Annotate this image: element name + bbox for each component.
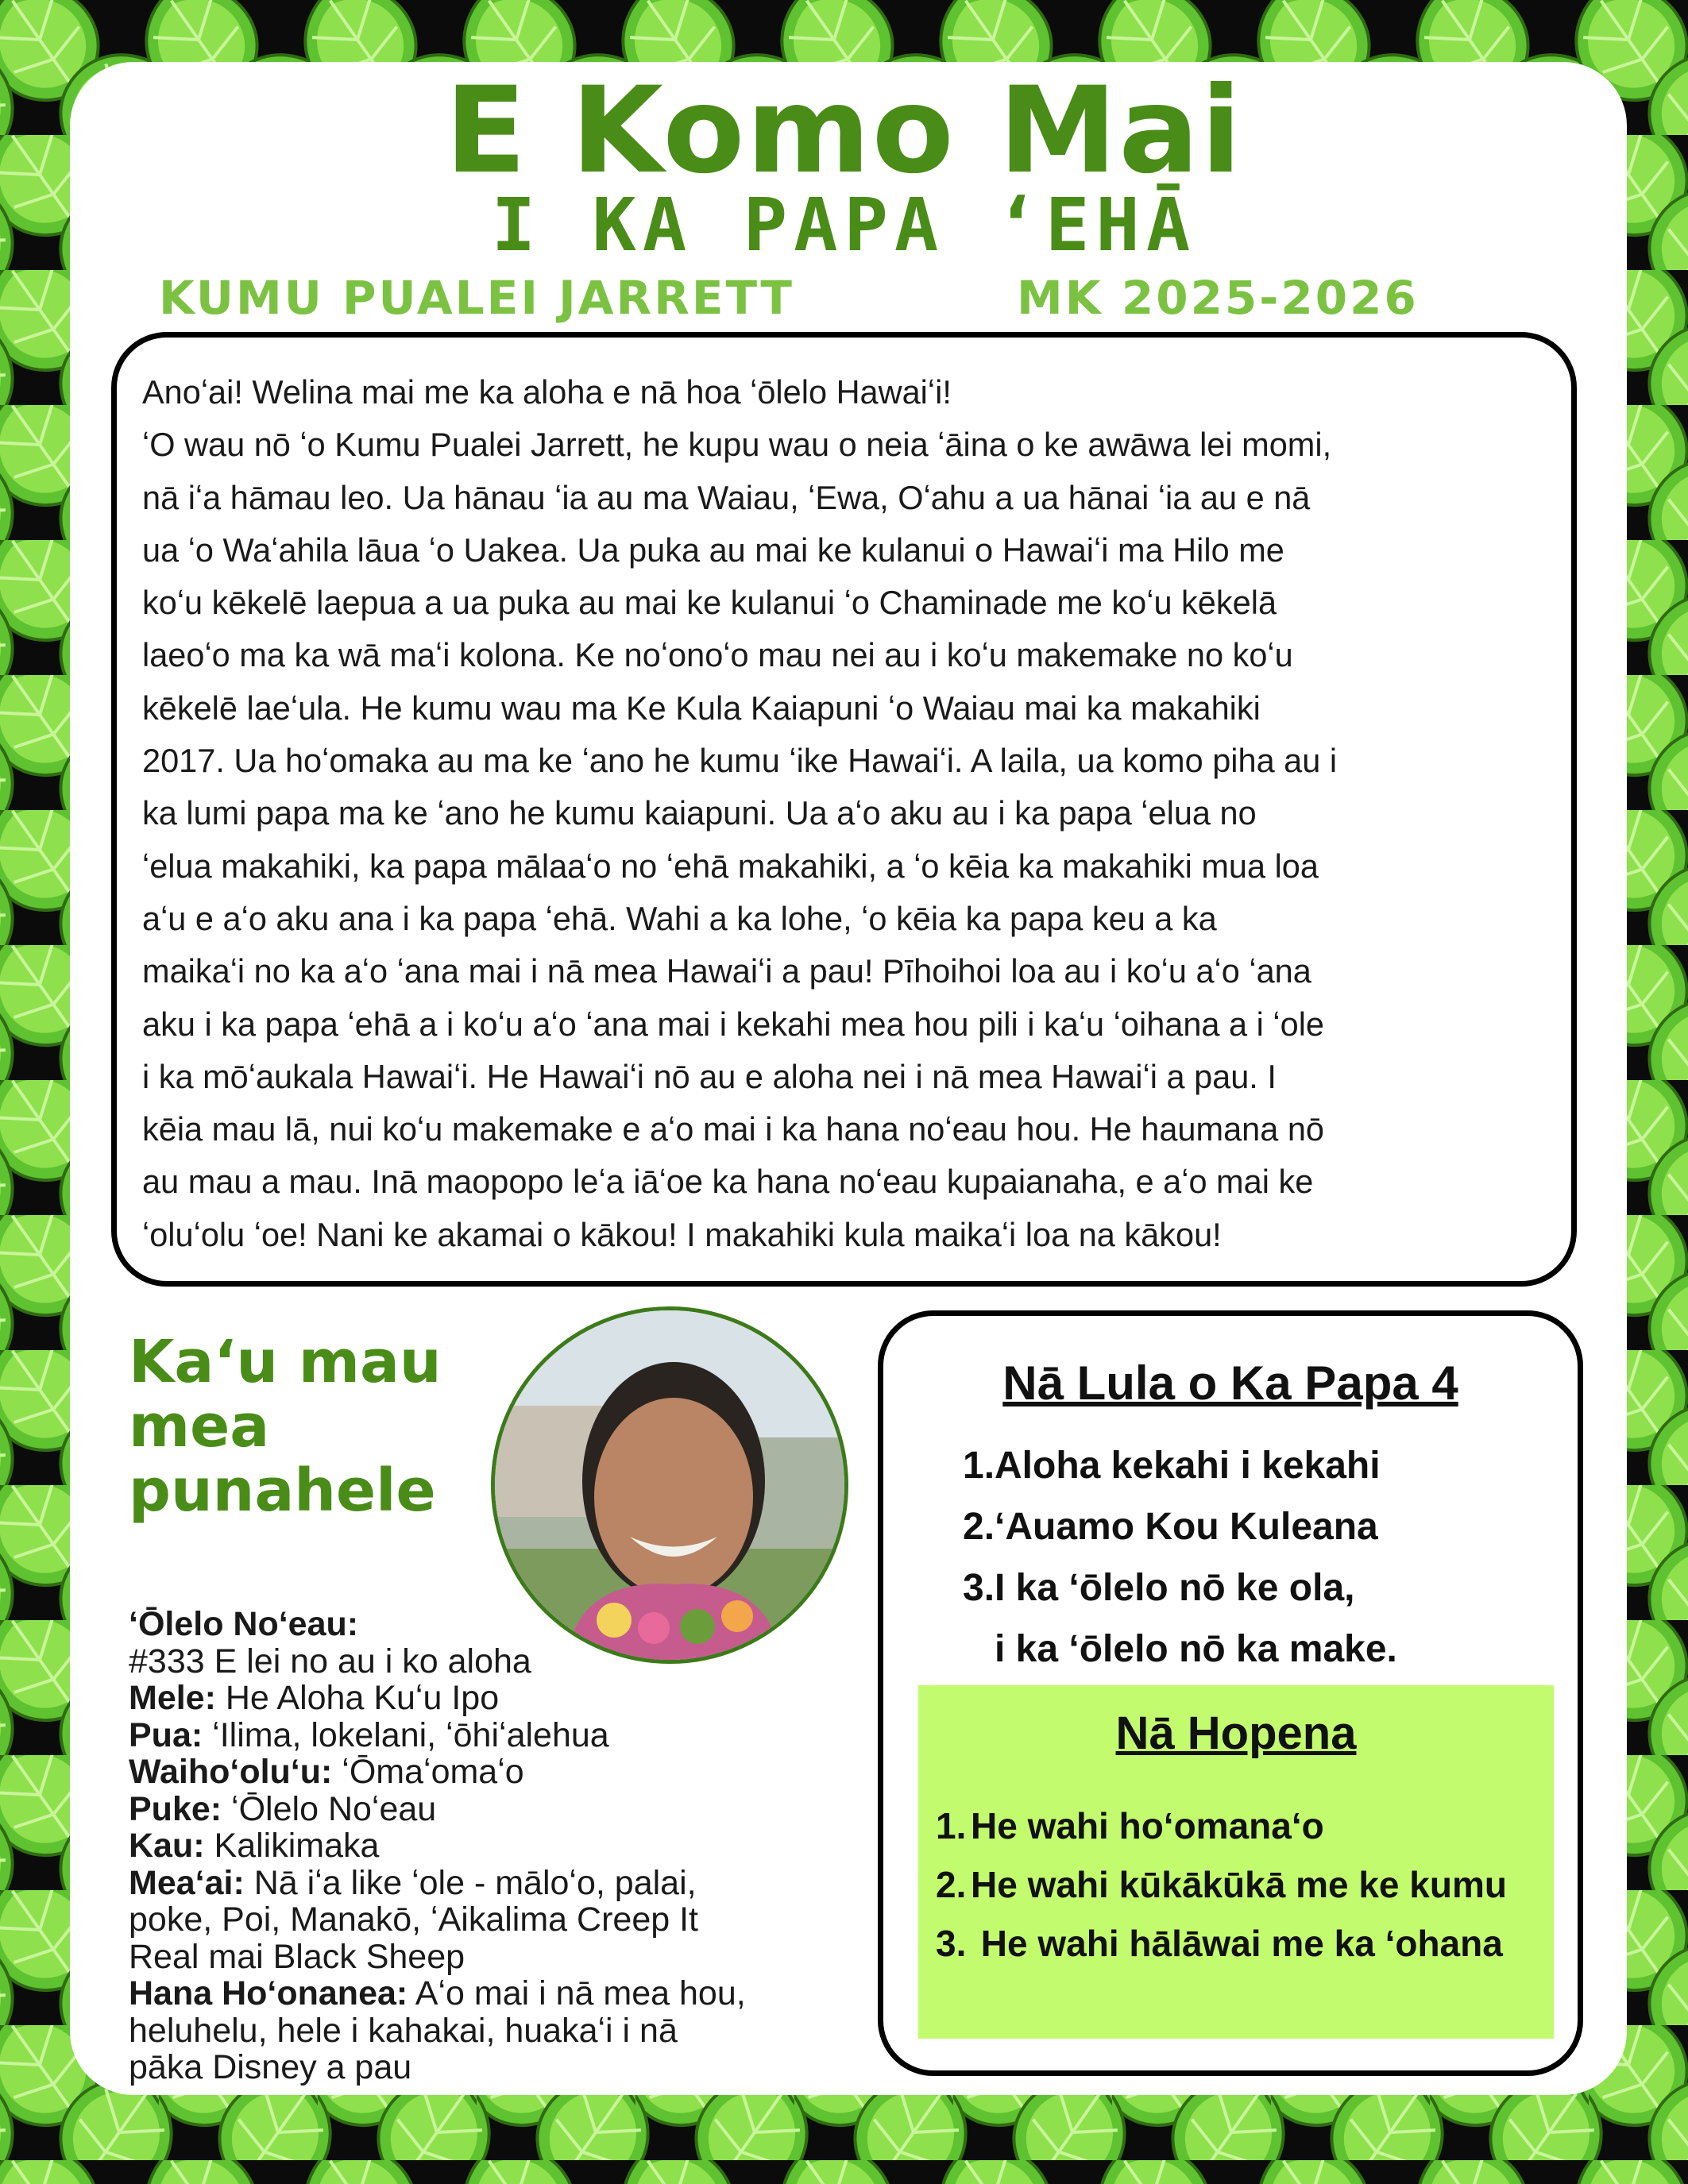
rule-item — [963, 1435, 1397, 1496]
teacher-name: KUMU PUALEI JARRETT — [159, 271, 794, 325]
rule-number: 1. — [963, 1445, 995, 1487]
favorite-label: Pua: — [129, 1715, 203, 1754]
rule-item — [963, 1557, 1397, 1619]
favorite-value-cont: pāka Disney a pau — [129, 2048, 412, 2086]
intro-line: ʻoluʻolu ʻoe! Nani ke akamai o kākou! I makahiki kula maikaʻi loa na kākou! — [142, 1215, 1222, 1253]
intro-line: laeoʻo ma ka wā maʻi kolona. Ke noʻonoʻo mau nei au i koʻu makemake no koʻu — [142, 636, 1293, 674]
goals-box — [918, 1685, 1554, 2039]
intro-line: maikaʻi no ka aʻo ʻana mai i nā mea Hawaiʻi a pau! Pīhoihoi loa au i koʻu aʻo ʻana — [142, 952, 1311, 990]
intro-line: Anoʻai! Welina mai me ka aloha e nā hoa ʻōlelo Hawaiʻi! — [142, 373, 952, 411]
rule-item-continued: i ka ʻōlelo nō ka make. — [995, 1628, 1397, 1670]
rule-text: ʻAuamo Kou Kuleana — [995, 1506, 1378, 1548]
rule-text: I ka ʻōlelo nō ke ola, — [995, 1567, 1355, 1609]
goal-item — [936, 1855, 1507, 1914]
rules-box — [878, 1310, 1583, 2076]
favorite-item — [129, 1717, 859, 1754]
favorite-item — [129, 1680, 859, 1717]
favorite-value: ʻŌmaʻomaʻo — [332, 1753, 524, 1791]
rule-item — [963, 1496, 1397, 1557]
favorite-value-cont: Real mai Black Sheep — [129, 1937, 465, 1976]
favorite-label: Waihoʻoluʻu: — [129, 1753, 333, 1791]
favorite-item — [129, 1827, 859, 1865]
favorite-item — [129, 1975, 859, 2012]
intro-box — [111, 332, 1577, 1287]
intro-line: koʻu kēkelē laepua a ua puka au mai ke kulanui ʻo Chaminade me koʻu kēkelā — [142, 584, 1277, 622]
favorite-item — [129, 1865, 859, 1902]
favorite-value: Nā iʻa like ʻole - māloʻo, palai, — [244, 1863, 697, 1902]
favorite-label: Meaʻai: — [129, 1863, 245, 1902]
favorite-label: Hana Hoʻonanea: — [129, 1974, 408, 2012]
goal-text: He wahi hālāwai me ka ʻohana — [971, 1923, 1503, 1964]
page-title: E Komo Mai — [445, 62, 1243, 200]
favorite-value: ʻŌlelo Noʻeau — [222, 1789, 437, 1828]
favorites-list — [129, 1606, 859, 2086]
goal-item — [936, 1796, 1507, 1855]
olelo-noeau-label: ʻŌlelo Noʻeau: — [129, 1605, 359, 1643]
intro-line: aʻu e aʻo aku ana i ka papa ʻehā. Wahi a ka lohe, ʻo kēia ka papa keu a ka — [142, 899, 1217, 937]
rule-text: Aloha kekahi i kekahi — [995, 1445, 1381, 1487]
intro-line: nā iʻa hāmau leo. Ua hānau ʻia au ma Waiau, ʻEwa, Oʻahu a ua hānai ʻia au e nā — [142, 478, 1311, 516]
intro-line: ʻelua makahiki, ka papa mālaaʻo no ʻehā makahiki, a ʻo kēia ka makahiki mua loa — [142, 847, 1319, 885]
school-year: MK 2025-2026 — [1017, 271, 1419, 325]
intro-line: ua ʻo Waʻahila lāua ʻo Uakea. Ua puka au mai ke kulanui o Hawaiʻi ma Hilo me — [142, 531, 1284, 569]
goal-text: He wahi hoʻomanaʻo — [971, 1805, 1324, 1846]
goal-number: 2. — [936, 1864, 967, 1905]
intro-line: aku i ka papa ʻehā a i koʻu aʻo ʻana mai i kekahi mea hou pili i kaʻu ʻoihana a i ʻole — [142, 1005, 1325, 1043]
favorite-label: Kau: — [129, 1827, 205, 1865]
favorite-item — [129, 1754, 859, 1791]
goals-title: Nā Hopena — [1115, 1707, 1357, 1759]
intro-line: 2017. Ua hoʻomaka au ma ke ʻano he kumu ʻike Hawaiʻi. A laila, ua komo piha au i — [142, 742, 1338, 780]
goals-list — [936, 1796, 1507, 1973]
favorite-item — [129, 1791, 859, 1828]
intro-line: kēkelē laeʻula. He kumu wau ma Ke Kula Kaiapuni ʻo Waiau mai ka makahiki — [142, 689, 1261, 727]
intro-line: ka lumi papa ma ke ʻano he kumu kaiapuni. Ua aʻo aku au i ka papa ʻelua no — [142, 794, 1257, 832]
goal-item — [936, 1914, 1507, 1973]
page-subtitle: I KA PAPA ʻEHĀ — [491, 183, 1197, 268]
favorite-value-cont: heluhelu, hele i kahakai, huakaʻi i nā — [129, 2011, 678, 2050]
favorite-label: Mele: — [129, 1679, 216, 1717]
goal-number: 3. — [936, 1923, 967, 1964]
intro-line: i ka mōʻaukala Hawaiʻi. He Hawaiʻi nō au e aloha nei i nā mea Hawaiʻi a pau. I — [142, 1057, 1277, 1095]
rule-number: 2. — [963, 1506, 995, 1548]
intro-line: kēia mau lā, nui koʻu makemake e aʻo mai i ka hana noʻeau hou. He haumana nō — [142, 1110, 1325, 1148]
favorite-value: He Aloha Kuʻu Ipo — [215, 1679, 500, 1717]
rules-title: Nā Lula o Ka Papa 4 — [1002, 1356, 1458, 1410]
goal-text: He wahi kūkākūkā me ke kumu — [971, 1864, 1507, 1905]
favorite-value: Aʻo mai i nā mea hou, — [408, 1974, 746, 2012]
favorite-value-cont: poke, Poi, Manakō, ʻAikalima Creep It — [129, 1900, 698, 1939]
favorite-value: Kalikimaka — [204, 1827, 380, 1865]
goal-number: 1. — [936, 1805, 967, 1846]
favorites-heading: Kaʻu mau mea punahele — [129, 1328, 442, 1525]
olelo-noeau-value: #333 E lei no au i ko aloha — [129, 1642, 531, 1680]
intro-line: au mau a mau. Inā maopopo leʻa iāʻoe ka hana noʻeau kupaianaha, e aʻo mai ke — [142, 1163, 1314, 1201]
rule-number: 3. — [963, 1567, 995, 1609]
favorite-label: Puke: — [129, 1789, 222, 1828]
intro-line: ʻO wau nō ʻo Kumu Pualei Jarrett, he kupu wau o neia ʻāina o ke awāwa lei momi, — [142, 426, 1332, 464]
rules-list — [963, 1435, 1397, 1680]
favorite-value: ʻIlima, lokelani, ʻōhiʻalehua — [203, 1715, 609, 1754]
